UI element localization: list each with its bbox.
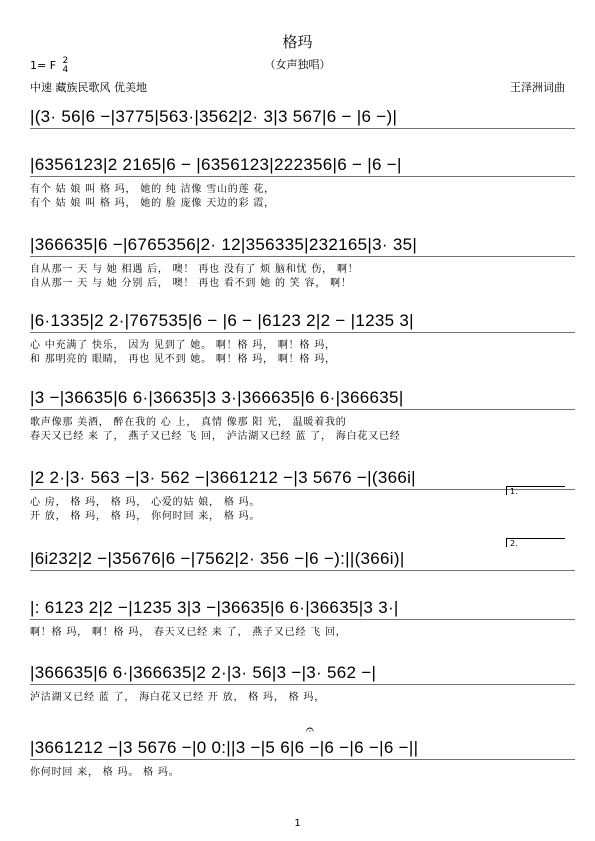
lyric-line-first-verse: 心 房， 格 玛， 格 玛， 心爱的姑 娘， 格 玛。 [30,497,261,508]
underline-beam [30,176,575,180]
lyric-line-second-verse: 春天又已经 来 了， 燕子又已经 飞 回， 泸沽湖又已经 蓝 了， 海白花又已经 [30,431,401,442]
lyric-line-first-verse: 啊！格 玛， 啊！格 玛， 春天又已经 来 了， 燕子又已经 飞 回， [30,627,347,638]
notation-line: |6·1335|2 2·|767535|6 − |6 − |6123 2|2 − |1235 3| [30,311,414,330]
notation-line: |3661212 −|3 5676 −|0 0:||3 −|5 6|6 −|6 −|6 −|6 −|| [30,738,419,757]
underline-beam [30,409,575,413]
notation-line: |6i232|2 −|35676|6 −|7562|2· 356 −|6 −):||(366i)| [30,549,405,568]
underline-beam [30,128,575,132]
author-credit: 王泽洲词曲 [510,81,565,94]
notation-line: |366635|6 −|6765356|2· 12|356335|232165|3· 35| [30,235,418,254]
lyric-line-second-verse: 有个 姑 娘 叫 格 玛， 她的 脸 庞像 天边的彩 霞， [30,198,275,209]
song-title: 格玛 [282,33,313,51]
fermata-icon: 𝄐 [306,722,314,738]
lyric-line-first-verse: 歌声像那 美酒， 醉在我的 心 上， 真情 像那 阳 光， 温暖着我的 [30,417,347,428]
time-signature [63,57,69,75]
underline-beam [30,489,575,493]
lyric-line-second-verse [30,780,575,794]
key-label: 1= F [30,59,57,72]
lyric-line-second-verse [30,640,575,654]
lyric-line-second-verse [30,705,575,719]
underline-beam [30,759,575,763]
lyric-line-first-verse: 有个 姑 娘 叫 格 玛， 她的 纯 洁像 雪山的莲 花， [30,184,275,195]
page-number: 1 [294,818,301,829]
underline-beam [30,684,575,688]
notation-line: |: 6123 2|2 −|1235 3|3 −|36635|6 6·|36635|3 3·| [30,598,399,617]
time-denominator: 4 [62,65,69,75]
lyric-line-second-verse: 自从那一 天 与 她 分别 后， 噢！ 再也 看不到 她 的 笑 容， 啊！ [30,278,352,289]
underline-beam [30,619,575,623]
notation-line: |2 2·|3· 563 −|3· 562 −|3661212 −|3 5676 −|(366i| [30,468,416,487]
key-signature [30,57,68,75]
underline-beam [30,570,575,574]
lyric-line-second-verse: 和 那明亮的 眼睛， 再也 见不到 她。 啊！格 玛， 啊！格 玛， [30,354,336,365]
notation-line: |3 −|36635|6 6·|36635|3 3·|366635|6 6·|366635| [30,388,404,407]
lyric-line-first-verse: 你何时回 来， 格 玛。 格 玛。 [30,767,180,778]
lyric-line-second-verse: 开 放， 格 玛， 格 玛， 你何时回 来， 格 玛。 [30,511,261,522]
song-subtitle: （女声独唱） [264,58,331,71]
lyric-line-first-verse: 心 中充满了 快乐， 因为 见到了 她。 啊！格 玛， 啊！格 玛， [30,340,336,351]
tempo-marking: 中速 藏族民歌风 优美地 [30,81,147,94]
ending-bracket-second: 2. [506,538,565,547]
lyric-line-first-verse [30,135,575,149]
notation-line: |(3· 56|6 −|3775|563·|3562|2· 3|3 567|6 − |6 −)| [30,107,398,126]
lyric-line-first-verse: 自从那一 天 与 她 相遇 后， 噢！ 再也 没有了 烦 脑和忧 伤， 啊！ [30,264,359,275]
underline-beam [30,256,575,260]
ending-bracket-first: 1. [506,486,565,495]
underline-beam [30,332,575,336]
lyric-line-first-verse: 泸沽湖又已经 蓝 了， 海白花又已经 开 放， 格 玛， 格 玛， [30,692,326,703]
lyric-line-first-verse [30,577,575,591]
notation-line: |6356123|2 2165|6 − |6356123|222356|6 − |6 −| [30,155,402,174]
time-numerator: 2 [62,56,69,66]
notation-line: |366635|6 6·|366635|2 2·|3· 56|3 −|3· 562 −| [30,663,377,682]
